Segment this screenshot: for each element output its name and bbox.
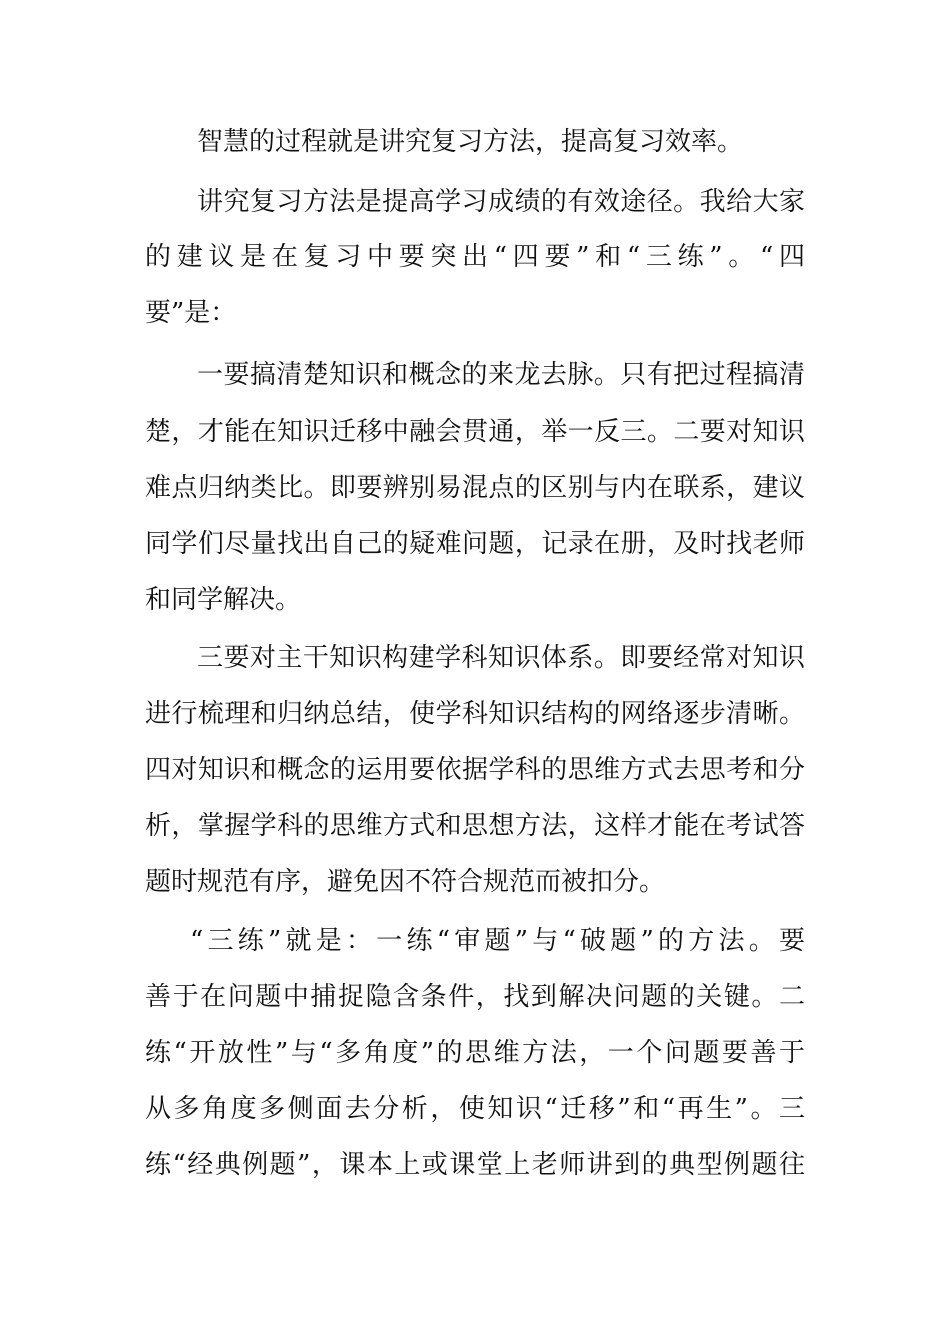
text-line: 析，掌握学科的思维方式和思想方法，这样才能在考试答 <box>145 811 805 841</box>
text-line: 题时规范有序，避免因不符合规范而被扣分。 <box>145 867 666 897</box>
text-line: 进行梳理和归纳总结，使学科知识结构的网络逐步清晰。 <box>145 699 805 729</box>
text-line: 和同学解决。 <box>145 585 302 615</box>
text-line: “三练”就是：一练“审题”与“破题”的方法。要 <box>190 926 805 956</box>
text-line: 练“经典例题”，课本上或课堂上老师讲到的典型例题往 <box>145 1150 805 1180</box>
text-line: 一要搞清楚知识和概念的来龙去脉。只有把过程搞清 <box>197 360 805 390</box>
text-line: 从多角度多侧面去分析，使知识“迁移”和“再生”。三 <box>145 1094 805 1124</box>
text-line: 要”是： <box>145 298 237 328</box>
text-line: 三要对主干知识构建学科知识体系。即要经常对知识 <box>197 643 805 673</box>
text-line: 的建议是在复习中要突出“四要”和“三练”。“四 <box>145 242 805 272</box>
text-line: 楚，才能在知识迁移中融会贯通，举一反三。二要对知识 <box>145 417 805 447</box>
text-line: 难点归纳类比。即要辨别易混点的区别与内在联系，建议 <box>145 473 805 503</box>
text-line: 四对知识和概念的运用要依据学科的思维方式去思考和分 <box>145 755 805 785</box>
text-line: 善于在问题中捕捉隐含条件，找到解决问题的关键。二 <box>145 982 805 1012</box>
text-line: 讲究复习方法是提高学习成绩的有效途径。我给大家 <box>197 187 805 217</box>
text-line: 同学们尽量找出自己的疑难问题，记录在册，及时找老师 <box>145 529 805 559</box>
text-line: 练“开放性”与“多角度”的思维方法，一个问题要善于 <box>145 1038 805 1068</box>
text-line: 智慧的过程就是讲究复习方法，提高复习效率。 <box>197 127 744 157</box>
